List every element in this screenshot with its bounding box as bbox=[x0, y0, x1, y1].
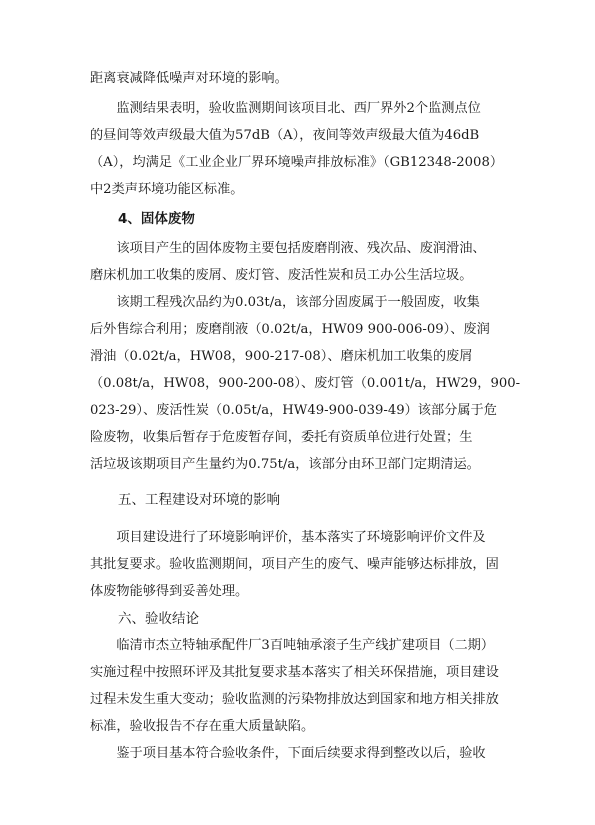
paragraph-line: 距离衰减降低噪声对环境的影响。 bbox=[90, 71, 288, 86]
paragraph-line: 过程未发生重大变动；验收监测的污染物排放达到国家和地方相关排放 bbox=[90, 692, 499, 707]
paragraph-line: （A），均满足《工业企业厂界环境噪声排放标准》（GB12348-2008） bbox=[90, 155, 504, 170]
paragraph-line: 险废物，收集后暂存于危废暂存间，委托有资质单位进行处置；生 bbox=[90, 430, 473, 445]
paragraph-line: 023-29）、废活性炭（0.05t/a，HW49-900-039-49）该部分属于危 bbox=[90, 403, 497, 418]
paragraph-line: 标准，验收报告不存在重大质量缺陷。 bbox=[90, 719, 315, 734]
paragraph-line: 后外售综合利用；废磨削液（0.02t/a，HW09 900-006-09）、废润 bbox=[90, 322, 490, 337]
section-heading-construction-impact: 五、工程建设对环境的影响 bbox=[118, 492, 280, 508]
paragraph-line: 体废物能够得到妥善处理。 bbox=[90, 584, 249, 599]
paragraph-line: 活垃圾该期项目产生量约为0.75t/a，该部分由环卫部门定期清运。 bbox=[90, 457, 480, 472]
section-heading-acceptance-conclusion: 六、验收结论 bbox=[118, 611, 199, 627]
paragraph-line: 其批复要求。验收监测期间，项目产生的废气、噪声能够达标排放，固 bbox=[90, 557, 499, 572]
paragraph-line: 该期工程残次品约为0.03t/a，该部分固废属于一般固废，收集 bbox=[90, 295, 480, 310]
paragraph-line: 实施过程中按照环评及其批复要求基本落实了相关环保措施，项目建设 bbox=[90, 665, 499, 680]
paragraph-line: 中2类声环境功能区标准。 bbox=[90, 182, 244, 197]
paragraph-line: 的昼间等效声级最大值为57dB（A），夜间等效声级最大值为46dB bbox=[90, 128, 480, 143]
paragraph-line: 项目建设进行了环境影响评价，基本落实了环境影响评价文件及 bbox=[90, 530, 486, 545]
paragraph-line: 磨床机加工收集的废屑、废灯管、废活性炭和员工办公生活垃圾。 bbox=[90, 268, 473, 283]
paragraph-line: 该项目产生的固体废物主要包括废磨削液、残次品、废润滑油、 bbox=[90, 241, 486, 256]
paragraph-line: （0.08t/a，HW08，900-200-08）、废灯管（0.001t/a，HW29，900- bbox=[90, 376, 521, 391]
paragraph-line: 监测结果表明，验收监测期间该项目北、西厂界外2个监测点位 bbox=[90, 101, 481, 116]
paragraph-line: 临清市杰立特轴承配件厂3百吨轴承滚子生产线扩建项目（二期） bbox=[90, 638, 495, 653]
section-heading-solid-waste: 4、固体废物 bbox=[118, 211, 195, 227]
paragraph-line: 滑油（0.02t/a，HW08，900-217-08）、磨床机加工收集的废屑 bbox=[90, 349, 473, 364]
paragraph-line: 鉴于项目基本符合验收条件，下面后续要求得到整改以后，验收 bbox=[90, 746, 486, 761]
